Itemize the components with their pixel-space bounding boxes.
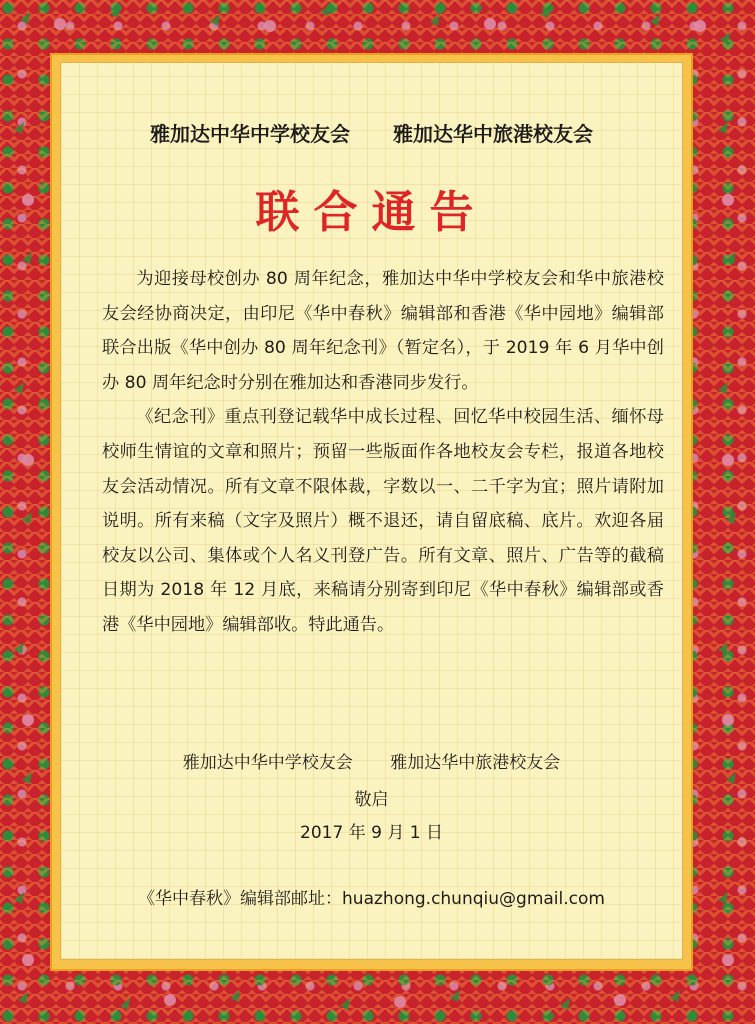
header-organizations — [60, 118, 683, 147]
contact-email-line: 《华中春秋》编辑部邮址：huazhong.chunqiu@gmail.com — [138, 889, 605, 909]
header-org-left: 雅加达中华中学校友会 — [150, 122, 351, 146]
header-org-right: 雅加达华中旅港校友会 — [392, 122, 593, 146]
signature-org-right: 雅加达华中旅港校友会 — [390, 753, 561, 773]
notice-title: 联合通告 — [255, 187, 488, 238]
signature-closing: 敬启 — [354, 790, 389, 810]
signature-organizations — [60, 748, 683, 773]
signature-org-left: 雅加达中华中学校友会 — [182, 753, 353, 773]
signature-date: 2017 年 9 月 1 日 — [300, 823, 443, 843]
notice-body — [102, 262, 664, 643]
body-paragraph-1: 为迎接母校创办 80 周年纪念，雅加达中华中学校友会和华中旅港校友会经协商决定，由印尼《华中春秋》编辑部和香港《华中园地》编辑部联合出版《华中创办 80 周年纪念刊》（暂定名），于 2019 年 6 月华中创办 80 周年纪念时分别在雅加达和香港同步发行。 — [102, 269, 664, 393]
body-paragraph-2: 《纪念刊》重点刊登记载华中成长过程、回忆华中校园生活、缅怀母校师生情谊的文章和照片；预留一些版面作各地校友会专栏，报道各地校友会活动情况。所有文章不限体裁，字数以一、二千字为宜；照片请附加说明。所有来稿（文字及照片）概不退还，请自留底稿、底片。欢迎各届校友以公司、集体或个人名义刊登广告。所有文章、照片、广告等的截稿日期为 2018 年 12 月底，来稿请分别寄到印尼《华中春秋》编辑部或香港《华中园地》编辑部收。特此通告。 — [102, 407, 664, 635]
